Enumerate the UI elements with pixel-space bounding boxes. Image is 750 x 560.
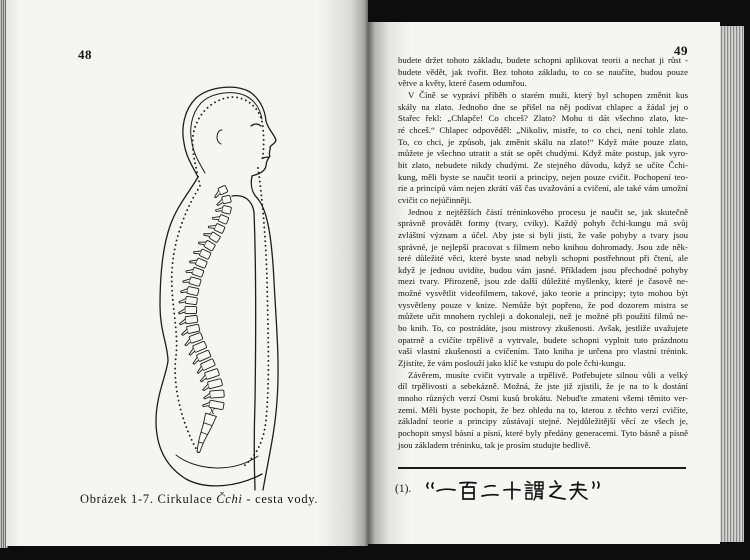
text-line [398,311,688,323]
text-line [398,323,688,335]
text-line [398,416,688,428]
vertebral-body [189,332,203,343]
text-line [398,125,688,137]
vertebral-body [204,368,219,379]
spinous-process [179,319,186,325]
vertebral-body [192,267,204,277]
spine-circulation-figure [140,80,300,495]
vertebra [179,315,198,325]
dantian-marker: x [209,403,215,417]
text-line [398,172,688,184]
vertebra [179,295,198,305]
calligraphy-glyph [504,482,520,499]
sacrum [197,413,216,452]
caption-suffix: - cesta vody. [242,492,319,506]
drawing-stroke [598,482,599,488]
paragraph [398,90,688,207]
page-stack-right [720,26,744,542]
spinous-process [203,393,210,399]
text-line [398,440,688,452]
text-line-content: vaší vlastní zkušeností a cvičením. Tato kniha je určena pro vlastní trénink. [398,346,688,357]
text-line-content: vysvětleny pouze v knize. Nemůže být popřeno, že pod dozorem mistra se [398,299,688,310]
ear [217,130,222,144]
drawing-stroke [536,491,542,499]
text-line [398,55,688,67]
text-line [398,405,688,417]
text-line-content: když je jednou uvidíte, budou vám jasné. Příkladem jsou přechodné pohyby [398,264,688,275]
vertebral-body [199,249,211,260]
text-line-content: rie a principů vám nejen zkrátí váš čas uvažování a cvičení, ale také vám umožní [398,183,688,194]
text-line-content: můžete učit mnohem rychleji a dokonaleji, než je možné při použití filmů ne- [398,311,688,322]
text-line [398,253,688,265]
text-line [398,207,688,219]
calligraphy-glyph [550,481,565,499]
text-line-content: základní teorie a principy zůstávají stejné. Nejdůležitější věcí ze všech je, [398,416,688,427]
text-line-content: správně provádět formy (tvary, cviky). Každý pohyb čchi-kungu má svůj [398,218,688,229]
calligraphy-close-quote [593,482,599,488]
text-line-content: mnoho různých verzí Osmi kusů brokátu. Nebuďte zmateni všemi těmito ver- [398,393,688,404]
text-line-content: Závěrem, musíte cvičit vytrvale a trpělivě. Potřebujete silnou vůli a velký [408,369,688,380]
text-line-content: budete vědět, jak tvořit. Bez tohoto základu, to co se naučíte, budou pouze [398,66,688,77]
text-line-content: bo knih. To, co postrádáte, jsou mistrovy zkušenosti. Avšak, jestliže uvažujete [398,323,688,334]
head-and-back-outline [156,87,276,479]
text-line [398,102,688,114]
text-line-content: jsou základem tréninku, tak je prosím studujte bedlivě. [398,439,591,450]
text-line [398,113,688,125]
text-line-content: skály na zlato. Jednoho dne se přišel na něj podívat chlapec a žádal jej o [398,101,688,112]
drawing-stroke [527,482,530,484]
drawing-stroke [534,491,536,500]
calligraphy-glyph [460,483,476,500]
text-line [398,218,688,230]
caption-prefix: Obrázek 1-7. Cirkulace [80,492,217,506]
text-line-content: zemi. Měli byste pochopit, že bez ohledu na to, kterou z těchto verzí cvičíte, [398,404,688,415]
footnote-rule [398,467,686,469]
drawing-stroke [593,482,594,488]
calligraphy-glyph [570,482,587,499]
right-page [368,22,720,544]
drawing-stroke [427,481,599,500]
eye [251,124,261,126]
vertebra [215,195,231,206]
drawing-stroke [550,496,565,499]
text-line [398,90,688,102]
drawing-stroke [578,491,587,499]
spinous-process [179,298,186,304]
vertebral-body [185,306,197,313]
text-line [398,381,688,393]
drawing-stroke [526,493,532,499]
text-line-content: kung, měli byste se naučit teorii a principy, nejen pouze cvičit. Pochopení teo- [398,171,688,182]
text-line [398,288,688,300]
text-line [398,230,688,242]
page-number: 48 [78,47,92,62]
vertebral-body [222,205,232,214]
text-line-content: pochopit smysl básní a písní, které byly předány generacemi. Tyto básně a písně [398,428,688,438]
drawing-stroke [437,489,455,491]
vertebral-body [192,341,207,353]
vertebral-body [214,223,225,233]
spinous-process [181,329,188,336]
text-line-content: budete držet tohoto základu, budete schopni aplikovat teorii a nechat ji růst - [398,55,688,65]
caption-term: Čchi [216,492,243,506]
lower-body-outline [186,474,262,486]
pelvic-floor-line [176,455,258,468]
footnote-calligraphy [424,475,604,505]
drawing-stroke [570,490,586,491]
vertebral-body [222,195,232,204]
vertebral-body [189,277,201,287]
drawing-stroke [550,486,561,496]
text-line [398,67,688,79]
text-line-content: díl trpělivosti a sebekázně. Možná, že jste již zjistili, že je na to k dostání [398,381,688,392]
vertebral-body [185,296,197,304]
calligraphy-glyph [525,482,543,501]
spine [178,185,231,452]
text-line [398,183,688,195]
text-line [398,78,688,90]
text-line-content: Zjistíte, že vám poslouží jako klíč ke vstupu do pole čchi-kungu. [398,358,626,369]
text-line [398,242,688,254]
text-line [398,137,688,149]
text-line-content: můžete je všechno utratit a stát se opět chudými. Když máte postup, jak vyro- [398,148,688,159]
drawing-stroke [555,481,557,484]
body-outline [156,87,278,490]
calligraphy-glyph [437,489,455,491]
text-line [398,358,688,370]
spinous-process [216,199,223,206]
text-line-content: ré chceš.“ Chlapec odpověděl: „Nikoliv, mistře, to co chci, není tohle zlato. [398,124,688,135]
arm-outline [232,196,256,490]
text-line [398,428,688,440]
drawing-stroke [485,486,495,487]
text-line [398,335,688,347]
vertebral-body [207,379,222,389]
footnote-number: (1). [395,483,412,495]
paragraph [398,207,688,370]
skull-line [191,93,262,173]
text-line-content: Stařec řekl: „Chlapče! Co chceš? Zlato? Mohu ti dát všechno zlato, kte- [398,113,688,124]
left-page [6,0,368,546]
vertebra [178,306,196,314]
text-line-content: bit zlato, nebudete nikdy chudými. Ze stejného důvodu, když se učíte Čchi- [398,159,688,170]
text-line [398,148,688,160]
text-line [398,300,688,312]
text-line [398,160,688,172]
vertebral-body [186,324,199,334]
text-line-content: opatrně a cvičíte trpělivě a vytrvale, budete schopni vyplnit tuto prázdnotu [398,334,688,345]
text-line-content: možné vysvětlit videofilmem, takové, jako teorie a principy; tyto mohou být [398,288,688,299]
vertebra [180,285,199,296]
spinous-process [178,309,185,314]
text-line-content: větve a květy, které časem odumřou. [398,78,527,89]
drawing-stroke [432,483,433,488]
vertebral-body [210,390,225,398]
calligraphy-open-quote [427,483,433,488]
drawing-stroke [482,495,498,496]
text-line [398,370,688,382]
vertebral-body [185,315,198,324]
text-line [398,195,688,207]
vertebra [203,390,224,399]
text-line [398,265,688,277]
text-line-content: teré důležité věci, které byste snad nebyli schopni postřehnout při čtení, ale [398,253,688,264]
text-line-content: mezi tvary. Přirozeně, jsou zde další důležité myšlenky, které je časově ne- [398,276,688,287]
text-line-content: To, co chci, je způsob, jak změnit skálu na zlato!“ Když máte pouze zlato, [398,136,688,147]
text-line-content: V Číně se vypráví příběh o starém muži, který byl schopen změnit kus [408,89,688,100]
spinous-process [202,384,210,391]
text-line-content: zvláštní význam a účel. Aby jste si byli jisti, že vaše pohyby a tvary jsou [398,229,688,240]
vertebral-body [195,258,207,269]
text-line [398,346,688,358]
text-line [398,276,688,288]
vertebra [201,379,223,391]
vertebral-body [218,214,229,224]
vertebral-body [187,286,199,295]
figure-caption [80,492,318,507]
text-line-content: správné, je nejlepší pracovat s filmem nebo knihou dohromady. Jsou zde něk- [398,241,688,252]
text-line-content: cvičit co nejúčinněji. [398,194,472,205]
text-line-content: Jednou z nejtěžších částí tréninkového procesu je naučit se, jak skutečně [408,206,688,217]
page-number: 49 [674,43,688,58]
drawing-stroke [427,483,428,488]
text-column [398,55,688,451]
calligraphy-glyph [482,486,498,496]
paragraph [398,55,688,90]
text-line [398,393,688,405]
paragraph [398,370,688,452]
